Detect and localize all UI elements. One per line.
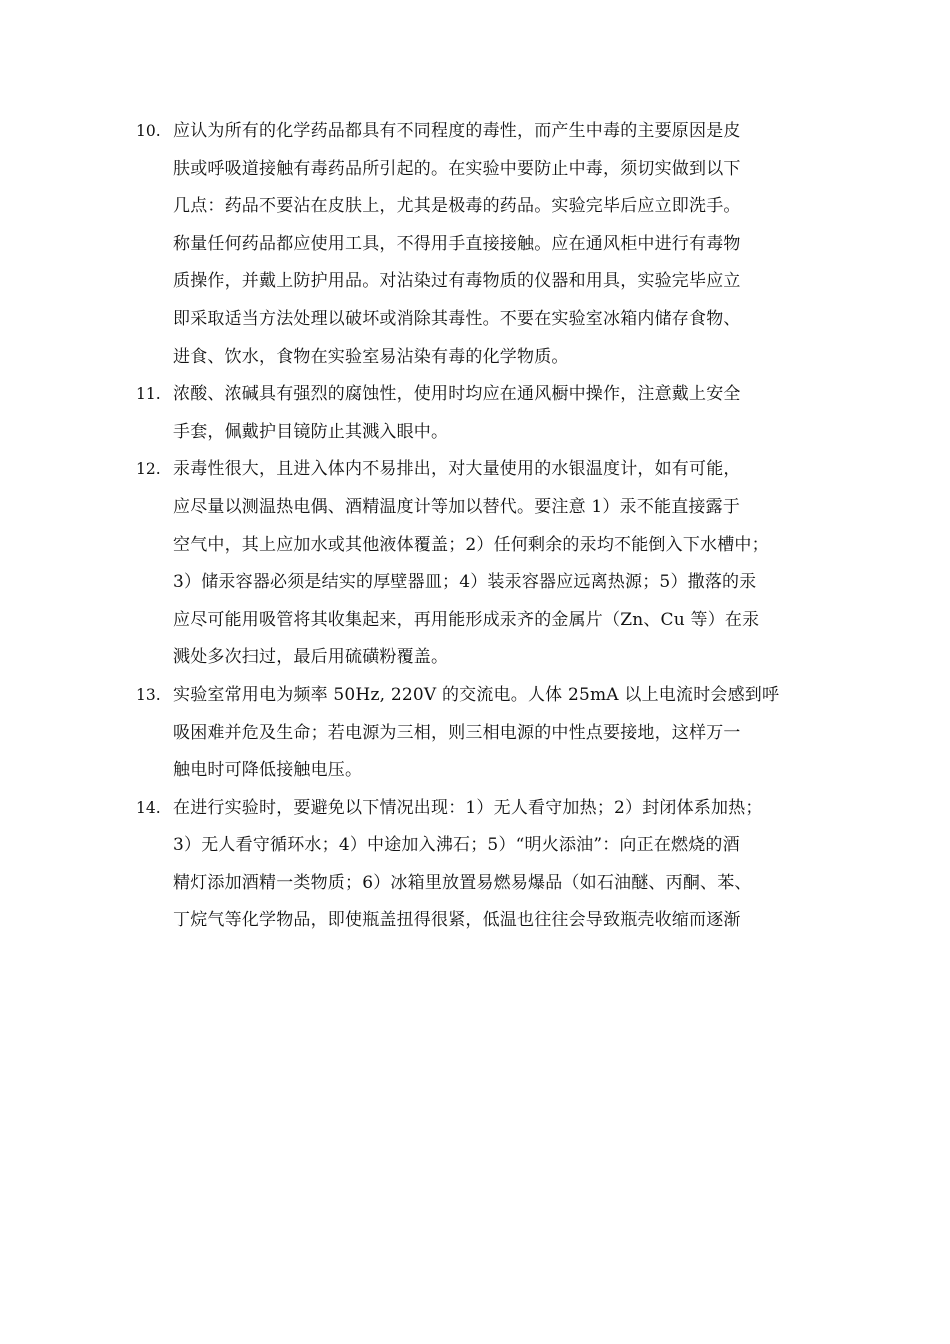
- text-line: 几点：药品不要沾在皮肤上，尤其是极毒的药品。实验完毕后应立即洗手。: [173, 196, 741, 217]
- safety-rules-list: [136, 113, 826, 940]
- text-line: 浓酸、浓碱具有强烈的腐蚀性，使用时均应在通风橱中操作，注意戴上安全: [173, 384, 741, 405]
- text-line: 质操作，并戴上防护用品。对沾染过有毒物质的仪器和用具，实验完毕应立: [173, 271, 741, 292]
- item-number: 12.: [136, 460, 161, 479]
- text-line: 应尽量以测温热电偶、酒精温度计等加以替代。要注意 1）汞不能直接露于: [173, 496, 741, 517]
- text-line: 进食、饮水，食物在实验室易沾染有毒的化学物质。: [173, 346, 569, 367]
- list-item-12: [136, 451, 826, 677]
- item-text: [173, 677, 826, 790]
- item-text: [173, 113, 826, 376]
- text-line: 手套，佩戴护目镜防止其溅入眼中。: [173, 421, 449, 442]
- text-line: 称量任何药品都应使用工具，不得用手直接接触。应在通风柜中进行有毒物: [173, 233, 741, 254]
- text-line: 3）无人看守循环水；4）中途加入沸石；5）“明火添油”：向正在燃烧的酒: [173, 835, 740, 856]
- item-text: [173, 451, 826, 677]
- text-line: 吸困难并危及生命；若电源为三相，则三相电源的中性点要接地，这样万一: [173, 722, 741, 743]
- list-item-14: [136, 790, 826, 940]
- text-line: 应认为所有的化学药品都具有不同程度的毒性，而产生中毒的主要原因是皮: [173, 121, 741, 141]
- list-item-11: [136, 376, 826, 451]
- text-line: 肤或呼吸道接触有毒药品所引起的。在实验中要防止中毒，须切实做到以下: [173, 158, 741, 179]
- text-line: 精灯添加酒精一类物质；6）冰箱里放置易燃易爆品（如石油醚、丙酮、苯、: [173, 872, 752, 893]
- text-line: 溅处多次扫过，最后用硫磺粉覆盖。: [173, 647, 449, 668]
- text-line: 应尽可能用吸管将其收集起来，再用能形成汞齐的金属片（Zn、Cu 等）在汞: [173, 609, 760, 630]
- text-line: 3）储汞容器必须是结实的厚壁器皿；4）装汞容器应远离热源；5）撒落的汞: [173, 572, 757, 593]
- list-item-10: [136, 113, 826, 376]
- item-number: 10.: [136, 122, 161, 140]
- item-number: 13.: [136, 685, 161, 704]
- text-line: 即采取适当方法处理以破坏或消除其毒性。不要在实验室冰箱内储存食物、: [173, 308, 741, 329]
- text-line: 触电时可降低接触电压。: [173, 760, 363, 781]
- item-text: [173, 790, 826, 940]
- text-line: 在进行实验时，要避免以下情况出现：1）无人看守加热；2）封闭体系加热；: [173, 797, 763, 818]
- item-text: [173, 376, 826, 451]
- text-line: 汞毒性很大，且进入体内不易排出，对大量使用的水银温度计，如有可能，: [173, 459, 741, 480]
- text-line: 实验室常用电为频率 50Hz, 220V 的交流电。人体 25mA 以上电流时会感到呼: [173, 684, 780, 705]
- item-number: 11.: [136, 385, 161, 404]
- text-line: 丁烷气等化学物品，即使瓶盖扭得很紧，低温也往往会导致瓶壳收缩而逐渐: [173, 910, 741, 931]
- text-line: 空气中，其上应加水或其他液体覆盖；2）任何剩余的汞均不能倒入下水槽中；: [173, 534, 769, 555]
- item-number: 14.: [136, 798, 161, 817]
- list-item-13: [136, 677, 826, 790]
